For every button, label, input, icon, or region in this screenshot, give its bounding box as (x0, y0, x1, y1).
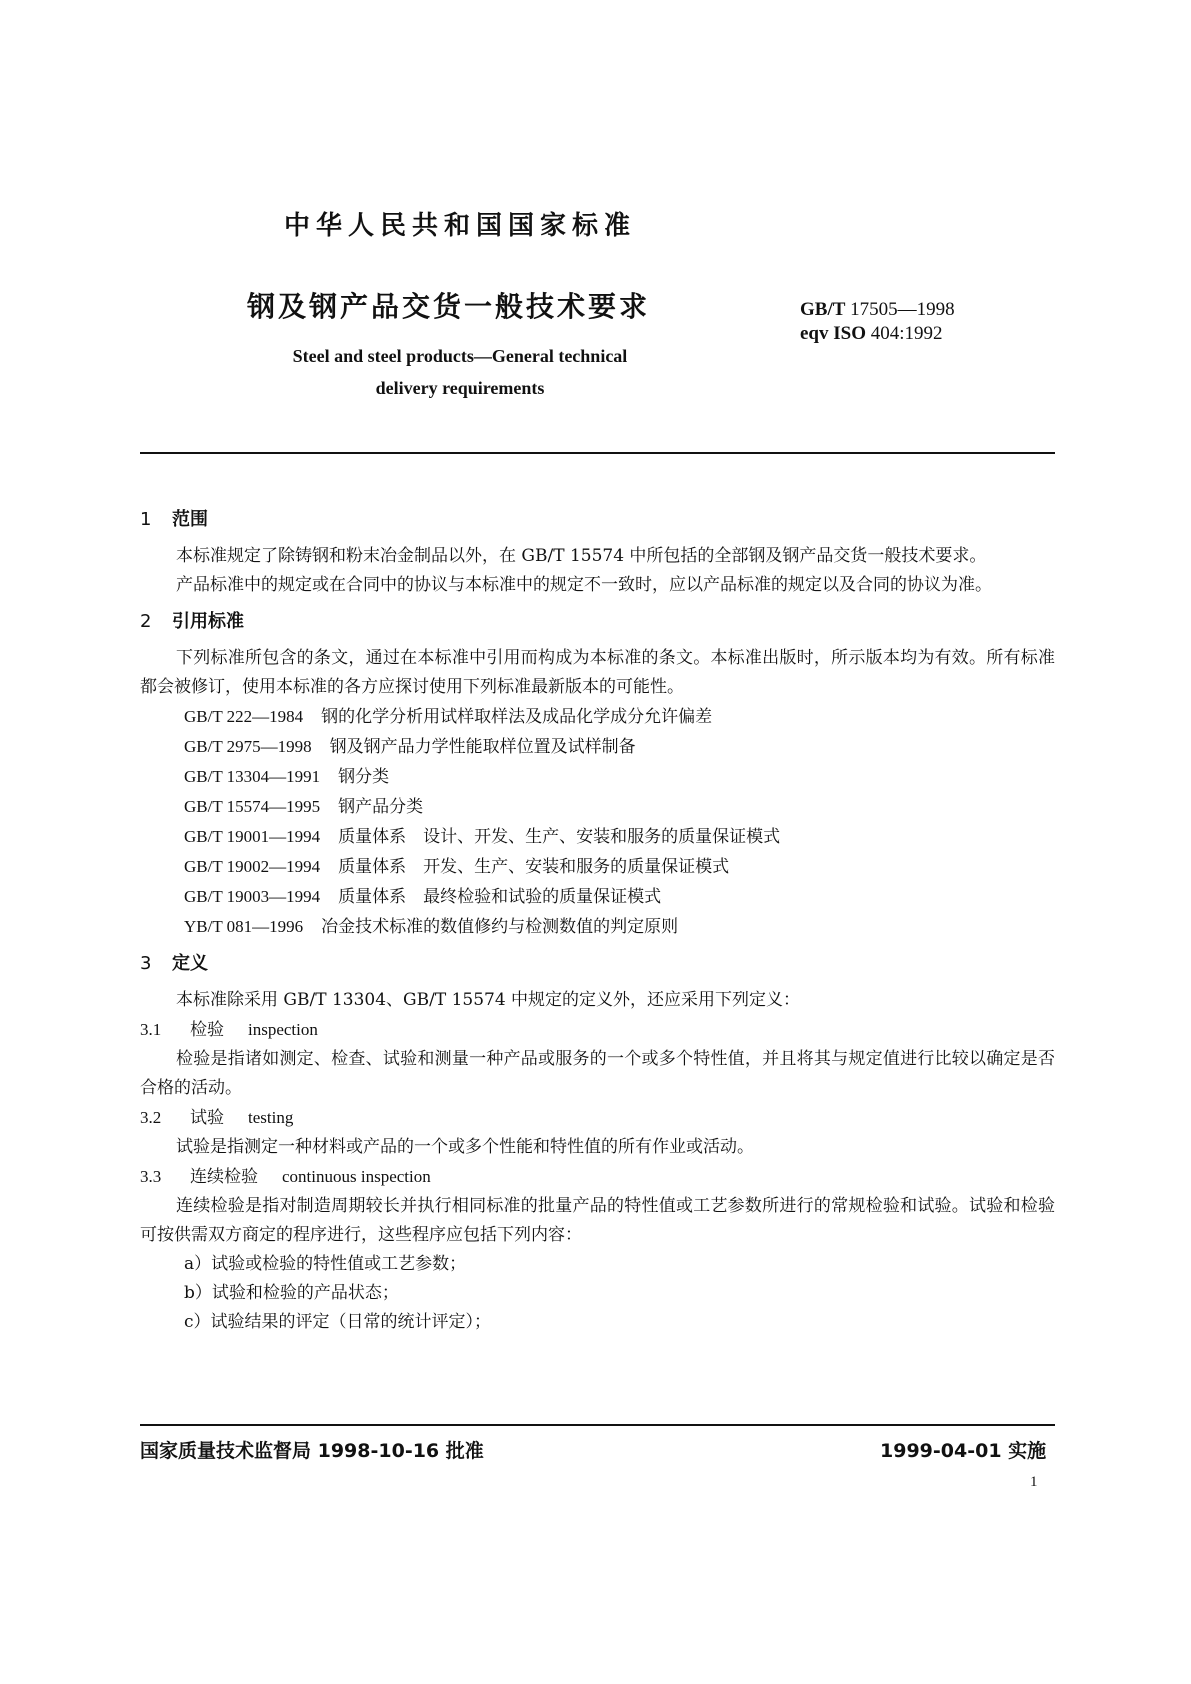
std-prefix: GB/T (800, 299, 846, 320)
reference-list (140, 702, 1055, 942)
paragraph: 产品标准中的规定或在合同中的协议与本标准中的规定不一致时，应以产品标准的规定以及合同的协议为准。 (176, 575, 992, 595)
definition-heading-continuous-inspection: 3.3 连续检验 continuous inspection (140, 1167, 431, 1187)
section-heading-references: 2 引用标准 (140, 611, 244, 632)
paragraph: 试验是指测定一种材料或产品的一个或多个性能和特性值的所有作业或活动。 (176, 1137, 754, 1157)
header-divider (140, 452, 1055, 454)
paragraph: 本标准规定了除铸钢和粉末冶金制品以外，在 GB/T 15574 中所包括的全部钢及钢产品交货一般技术要求。 (176, 546, 987, 566)
list-item: GB/T 19001—1994 质量体系 设计、开发、生产、安装和服务的质量保证模式 (184, 827, 781, 847)
title-en-line2: delivery requirements (375, 378, 545, 398)
list-item: YB/T 081—1996 冶金技术标准的数值修约与检测数值的判定原则 (184, 917, 679, 937)
list-item: c）试验结果的评定（日常的统计评定）； (184, 1312, 492, 1332)
list-item: a）试验或检验的特性值或工艺参数； (184, 1254, 467, 1274)
section-heading-scope: 1 范围 (140, 509, 208, 530)
paragraph: 连续检验是指对制造周期较长并执行相同标准的批量产品的特性值或工艺参数所进行的常规检验和试验。试验和检验可按供需双方商定的程序进行，这些程序应包括下列内容： (140, 1196, 1055, 1245)
paragraph: 检验是指诸如测定、检查、试验和测量一种产品或服务的一个或多个特性值，并且将其与规定值进行比较以确定是否合格的活动。 (140, 1049, 1055, 1098)
section-heading-definitions: 3 定义 (140, 953, 208, 974)
list-item: b）试验和检验的产品状态； (184, 1283, 399, 1303)
std-number: 17505—1998 (850, 299, 955, 320)
list-item: GB/T 2975—1998 钢及钢产品力学性能取样位置及试样制备 (184, 737, 636, 757)
paragraph: 本标准除采用 GB/T 13304、GB/T 15574 中规定的定义外，还应采用下列定义： (176, 990, 801, 1010)
approval-note: 国家质量技术监督局 1998-10-16 批准 (140, 1440, 484, 1462)
title-en-line1: Steel and steel products—General technical (292, 346, 628, 366)
document-title-cn: 钢及钢产品交货一般技术要求 (247, 290, 651, 323)
definition-heading-inspection: 3.1 检验 inspection (140, 1020, 318, 1040)
document-title-en (0, 340, 920, 404)
list-item: GB/T 222—1984 钢的化学分析用试样取样法及成品化学成分允许偏差 (184, 707, 713, 727)
list-item: GB/T 15574—1995 钢产品分类 (184, 797, 424, 817)
page-number: 1 (1030, 1474, 1038, 1490)
eqv-prefix: eqv ISO (800, 323, 866, 344)
paragraph: 下列标准所包含的条文，通过在本标准中引用而构成为本标准的条文。本标准出版时，所示版本均为有效。所有标准都会被修订，使用本标准的各方应探讨使用下列标准最新版本的可能性。 (140, 648, 1055, 697)
document-body (140, 498, 1055, 1337)
definition-heading-testing: 3.2 试验 testing (140, 1108, 294, 1128)
eqv-number: 404:1992 (870, 323, 943, 344)
national-standard-heading: 中华人民共和国国家标准 (283, 211, 636, 241)
list-item: GB/T 19003—1994 质量体系 最终检验和试验的质量保证模式 (184, 887, 662, 907)
list-item: GB/T 19002—1994 质量体系 开发、生产、安装和服务的质量保证模式 (184, 857, 730, 877)
list-item: GB/T 13304—1991 钢分类 (184, 767, 390, 787)
standard-number-block (800, 298, 955, 346)
footer-divider (140, 1424, 1055, 1426)
item-list (140, 1250, 1055, 1337)
implementation-date: 1999-04-01 实施 (880, 1440, 1047, 1462)
